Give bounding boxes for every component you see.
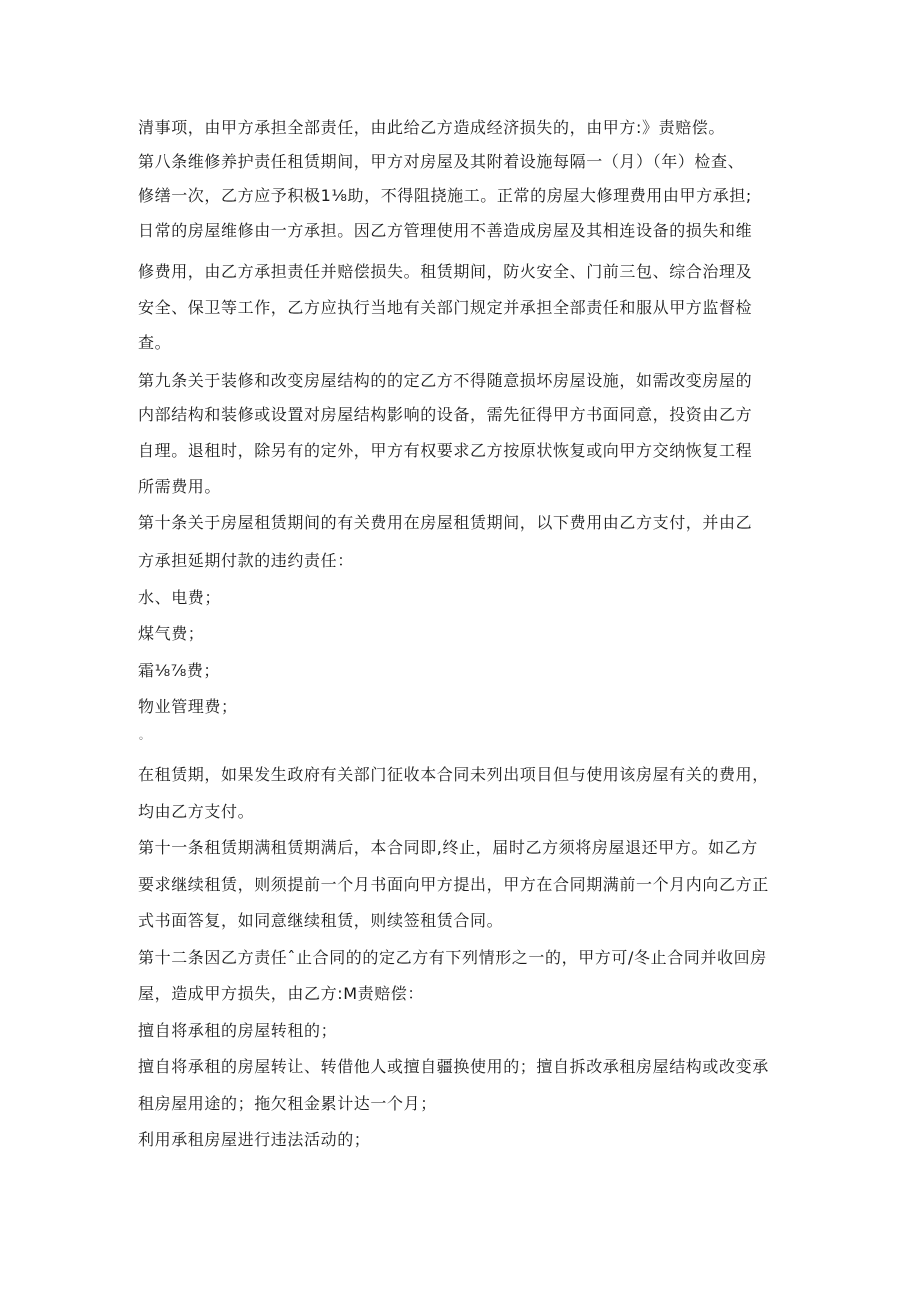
text-line: 第九条关于装修和改变房屋结构的的定乙方不得随意损坏房屋设施，如需改变房屋的: [138, 371, 753, 390]
text-line: 清事项，由甲方承担全部责任，由此给乙方造成经济损失的，由甲方:》责赔偿。: [138, 118, 725, 137]
text-line: 水、电费；: [138, 588, 222, 607]
text-line: 安全、保卫等工作，乙方应执行当地有关部门规定并承担全部责任和服从甲方监督检: [138, 298, 753, 317]
text-line: 日常的房屋维修由一方承担。因乙方管理使用不善造成房屋及其相连设备的损失和维: [138, 221, 753, 240]
text-line: 第十二条因乙方责任ˆ止合同的的定乙方有下列情形之一的，甲方可/冬止合同并收回房: [138, 948, 767, 967]
text-line: 均由乙方支付。: [138, 802, 255, 821]
text-line: 屋，造成甲方损失，由乙方:M责赔偿：: [138, 984, 424, 1003]
text-line: 擅自将承租的房屋转租的；: [138, 1021, 338, 1040]
text-line: 修缮一次，乙方应予积极1⅛助，不得阻挠施工。正常的房屋大修理费用由甲方承担;: [138, 186, 752, 205]
text-line: 利用承租房屋进行违法活动的；: [138, 1130, 371, 1149]
text-line: 方承担延期付款的违约责任：: [138, 551, 354, 570]
text-line: 第十一条租赁期满租赁期满后，本合同即,终止，届时乙方须将房屋退还甲方。如乙方: [138, 838, 758, 857]
text-line: 内部结构和装修或设置对房屋结构影响的设备，需先征得甲方书面同意，投资由乙方: [138, 405, 753, 424]
text-line: 霜⅛⅞费；: [138, 661, 221, 680]
text-line: 修费用，由乙方承担责任并赔偿损失。租赁期间，防火安全、门前三包、综合治理及: [138, 262, 753, 281]
text-line: 租房屋用途的；拖欠租金累计达一个月；: [138, 1094, 437, 1113]
text-line: 查。: [138, 333, 172, 352]
text-line: 煤气费；: [138, 624, 205, 643]
text-line: 擅自将承租的房屋转让、转借他人或擅自疆换使用的；擅自拆改承租房屋结构或改变承: [138, 1057, 769, 1076]
text-line: 式书面答复，如同意继续租赁，则续签租赁合同。: [138, 911, 504, 930]
text-line: 要求继续租赁，则须提前一个月书面向甲方提出，甲方在合同期满前一个月内向乙方正: [138, 875, 769, 894]
text-line: 自理。退租时，除另有的定外，甲方有权要求乙方按原状恢复或向甲方交纳恢复工程: [138, 441, 753, 460]
text-line: 第十条关于房屋租赁期间的有关费用在房屋租赁期间，以下费用由乙方支付，并由乙: [138, 513, 753, 532]
text-line: 所需费用。: [138, 477, 222, 496]
text-line: 第八条维修养护责任租赁期间，甲方对房屋及其附着设施每隔一（月）（年）检查、: [138, 152, 745, 171]
text-line: 在租赁期，如果发生政府有关部门征收本合同未列出项目但与使用该房屋有关的费用，: [138, 765, 769, 784]
text-line: ◦: [138, 734, 145, 745]
text-line: 物业管理费；: [138, 697, 238, 716]
